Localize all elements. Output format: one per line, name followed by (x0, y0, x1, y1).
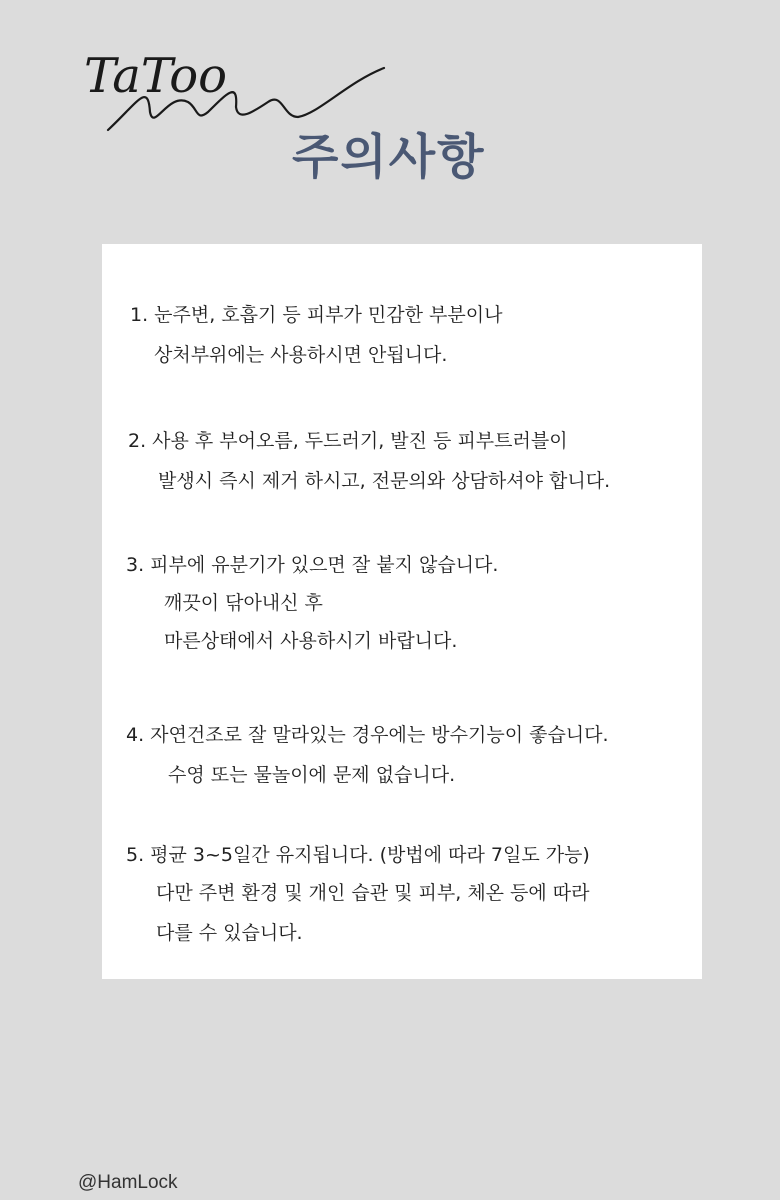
notice-line: 4. 자연건조로 잘 말라있는 경우에는 방수기능이 좋습니다. (126, 724, 609, 746)
notice-line: 5. 평균 3~5일간 유지됩니다. (방법에 따라 7일도 가능) (126, 844, 590, 866)
notice-line: 발생시 즉시 제거 하시고, 전문의와 상담하셔야 합니다. (158, 470, 611, 492)
notice-card (102, 244, 702, 979)
notice-line: 마른상태에서 사용하시기 바랍니다. (164, 630, 458, 652)
notice-line: 다를 수 있습니다. (156, 922, 303, 944)
author-handle: @HamLock (78, 1172, 178, 1193)
page-title: 주의사항 (292, 129, 486, 185)
notice-line: 수영 또는 물놀이에 문제 없습니다. (168, 764, 456, 786)
notice-line: 상처부위에는 사용하시면 안됩니다. (154, 344, 448, 366)
notice-line: 3. 피부에 유분기가 있으면 잘 붙지 않습니다. (126, 554, 499, 576)
notice-line: 깨끗이 닦아내신 후 (164, 592, 323, 614)
logo-text: TaToo (84, 48, 227, 104)
notice-line: 2. 사용 후 부어오름, 두드러기, 발진 등 피부트러블이 (128, 430, 568, 452)
notice-line: 다만 주변 환경 및 개인 습관 및 피부, 체온 등에 따라 (156, 882, 590, 904)
notice-line: 1. 눈주변, 호흡기 등 피부가 민감한 부분이나 (130, 304, 503, 326)
